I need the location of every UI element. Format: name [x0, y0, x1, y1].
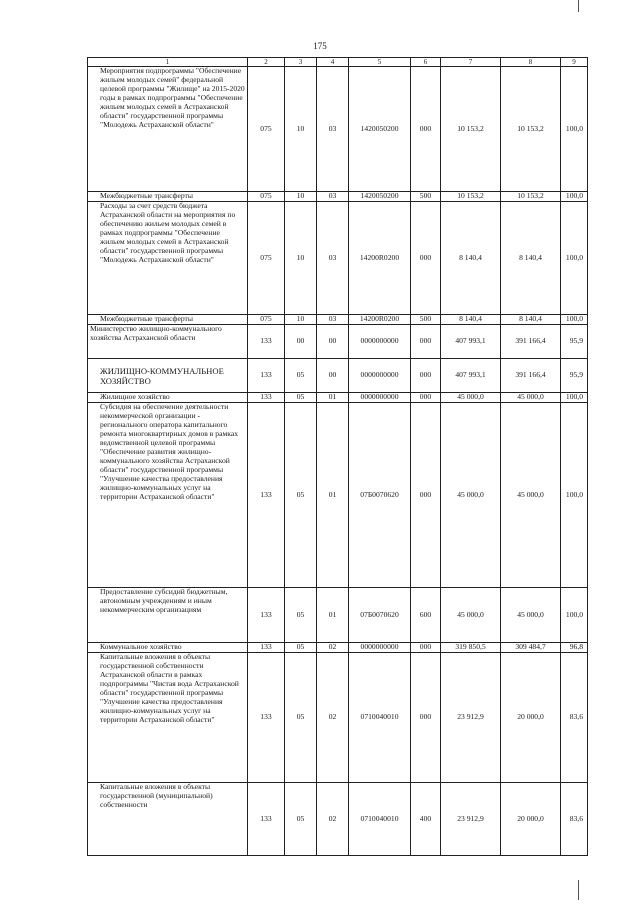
table-row — [88, 653, 588, 783]
column-number: 8 — [501, 58, 561, 67]
table-row — [88, 643, 588, 653]
cell-target-article: 14200R0200 — [349, 202, 411, 315]
cell-percent: 95,9 — [561, 359, 588, 393]
cell-section: 05 — [285, 393, 317, 403]
column-number-row — [88, 58, 588, 67]
row-name: Субсидия на обеспечение деятельности некоммерческой организации - регионального оператора капитального ремонта многоквартирных домов в рамках ведомственной целевой программы "Обеспечение развития жилищно-коммунального хозяйства Астраханской области" государственной программы "Улучшение качества предоставления жилищно-коммунальных услуг на территории Астраханской области" — [88, 403, 248, 588]
scan-edge-line-top — [578, 0, 579, 12]
cell-percent: 100,0 — [561, 202, 588, 315]
cell-section: 05 — [285, 783, 317, 856]
cell-executed: 10 153,2 — [501, 67, 561, 192]
cell-percent: 100,0 — [561, 67, 588, 192]
table-row — [88, 67, 588, 192]
cell-percent: 100,0 — [561, 192, 588, 202]
column-number: 4 — [317, 58, 349, 67]
cell-subsection: 02 — [317, 653, 349, 783]
cell-ministry-code: 075 — [248, 192, 285, 202]
cell-expense-type: 000 — [411, 67, 441, 192]
cell-ministry-code: 133 — [248, 403, 285, 588]
cell-planned: 407 993,1 — [441, 359, 501, 393]
table-row — [88, 783, 588, 856]
row-name: Мероприятия подпрограммы "Обеспечение жильем молодых семей" федеральной целевой программы "Жилище" на 2015-2020 годы в рамках подпрограммы "Обеспечение жильем молодых семей в Астраханской области" государственной программы "Молодежь Астраханской области" — [88, 67, 248, 192]
cell-subsection: 01 — [317, 403, 349, 588]
cell-ministry-code: 133 — [248, 325, 285, 359]
cell-executed: 391 166,4 — [501, 359, 561, 393]
cell-planned: 45 000,0 — [441, 393, 501, 403]
cell-subsection: 01 — [317, 588, 349, 643]
cell-percent: 95,9 — [561, 325, 588, 359]
scan-edge-line-bottom — [578, 880, 579, 900]
cell-ministry-code: 075 — [248, 67, 285, 192]
cell-expense-type: 000 — [411, 643, 441, 653]
cell-subsection: 00 — [317, 359, 349, 393]
cell-section: 10 — [285, 202, 317, 315]
cell-planned: 8 140,4 — [441, 202, 501, 315]
cell-expense-type: 000 — [411, 359, 441, 393]
cell-target-article: 14200R0200 — [349, 315, 411, 325]
cell-expense-type: 000 — [411, 325, 441, 359]
cell-ministry-code: 133 — [248, 359, 285, 393]
cell-percent: 100,0 — [561, 403, 588, 588]
cell-target-article: 1420050200 — [349, 67, 411, 192]
cell-subsection: 00 — [317, 325, 349, 359]
table-row — [88, 192, 588, 202]
table-row — [88, 393, 588, 403]
cell-expense-type: 000 — [411, 653, 441, 783]
cell-executed: 391 166,4 — [501, 325, 561, 359]
cell-percent: 83,6 — [561, 653, 588, 783]
cell-subsection: 03 — [317, 202, 349, 315]
cell-executed: 8 140,4 — [501, 315, 561, 325]
column-number: 9 — [561, 58, 588, 67]
table-row — [88, 315, 588, 325]
cell-ministry-code: 133 — [248, 653, 285, 783]
cell-subsection: 02 — [317, 783, 349, 856]
row-name: Министерство жилищно-коммунального хозяйства Астраханской области — [88, 325, 248, 359]
cell-ministry-code: 075 — [248, 202, 285, 315]
cell-percent: 100,0 — [561, 393, 588, 403]
cell-subsection: 03 — [317, 192, 349, 202]
column-number: 7 — [441, 58, 501, 67]
cell-expense-type: 000 — [411, 202, 441, 315]
cell-planned: 10 153,2 — [441, 67, 501, 192]
cell-ministry-code: 133 — [248, 588, 285, 643]
cell-target-article: 07Б0070620 — [349, 588, 411, 643]
cell-subsection: 02 — [317, 643, 349, 653]
row-name: Расходы за счет средств бюджета Астраханской области на мероприятия по обеспечению жильем молодых семей в рамках подпрограммы "Обеспечение жильем молодых семей в Астраханской области" государственной программы "Молодежь Астраханской области" — [88, 202, 248, 315]
cell-percent: 83,6 — [561, 783, 588, 856]
cell-executed: 45 000,0 — [501, 403, 561, 588]
cell-ministry-code: 133 — [248, 783, 285, 856]
cell-percent: 100,0 — [561, 315, 588, 325]
row-name: Межбюджетные трансферты — [88, 315, 248, 325]
table-row — [88, 403, 588, 588]
cell-percent: 96,8 — [561, 643, 588, 653]
column-number: 3 — [285, 58, 317, 67]
cell-target-article: 0000000000 — [349, 643, 411, 653]
row-name: Коммунальное хозяйство — [88, 643, 248, 653]
cell-section: 05 — [285, 588, 317, 643]
cell-executed: 45 000,0 — [501, 588, 561, 643]
cell-executed: 10 153,2 — [501, 192, 561, 202]
cell-target-article: 0000000000 — [349, 359, 411, 393]
cell-ministry-code: 133 — [248, 643, 285, 653]
cell-section: 05 — [285, 403, 317, 588]
cell-ministry-code: 075 — [248, 315, 285, 325]
column-number: 6 — [411, 58, 441, 67]
page-number: 175 — [313, 41, 327, 51]
column-number: 1 — [88, 58, 248, 67]
cell-subsection: 03 — [317, 67, 349, 192]
cell-planned: 23 912,9 — [441, 783, 501, 856]
cell-expense-type: 000 — [411, 403, 441, 588]
cell-section: 10 — [285, 315, 317, 325]
cell-planned: 10 153,2 — [441, 192, 501, 202]
cell-ministry-code: 133 — [248, 393, 285, 403]
cell-expense-type: 500 — [411, 315, 441, 325]
cell-expense-type: 400 — [411, 783, 441, 856]
column-number: 5 — [349, 58, 411, 67]
cell-target-article: 0710040010 — [349, 653, 411, 783]
table-row — [88, 202, 588, 315]
row-name: ЖИЛИЩНО-КОММУНАЛЬНОЕ ХОЗЯЙСТВО — [88, 359, 248, 393]
cell-target-article: 0000000000 — [349, 393, 411, 403]
cell-executed: 8 140,4 — [501, 202, 561, 315]
cell-planned: 23 912,9 — [441, 653, 501, 783]
cell-target-article: 0710040010 — [349, 783, 411, 856]
cell-planned: 8 140,4 — [441, 315, 501, 325]
cell-subsection: 01 — [317, 393, 349, 403]
cell-planned: 319 850,5 — [441, 643, 501, 653]
cell-subsection: 03 — [317, 315, 349, 325]
cell-executed: 20 000,0 — [501, 783, 561, 856]
cell-expense-type: 000 — [411, 393, 441, 403]
row-name: Межбюджетные трансферты — [88, 192, 248, 202]
cell-expense-type: 600 — [411, 588, 441, 643]
cell-target-article: 0000000000 — [349, 325, 411, 359]
cell-executed: 45 000,0 — [501, 393, 561, 403]
cell-executed: 20 000,0 — [501, 653, 561, 783]
row-name: Капитальные вложения в объекты государственной (муниципальной) собственности — [88, 783, 248, 856]
cell-section: 00 — [285, 325, 317, 359]
column-number: 2 — [248, 58, 285, 67]
cell-target-article: 1420050200 — [349, 192, 411, 202]
table-row — [88, 359, 588, 393]
cell-section: 10 — [285, 67, 317, 192]
cell-executed: 309 484,7 — [501, 643, 561, 653]
row-name: Жилищное хозяйство — [88, 393, 248, 403]
cell-section: 05 — [285, 653, 317, 783]
cell-target-article: 07Б0070620 — [349, 403, 411, 588]
cell-planned: 407 993,1 — [441, 325, 501, 359]
cell-planned: 45 000,0 — [441, 588, 501, 643]
cell-planned: 45 000,0 — [441, 403, 501, 588]
cell-percent: 100,0 — [561, 588, 588, 643]
table-row — [88, 588, 588, 643]
cell-section: 05 — [285, 643, 317, 653]
table-row — [88, 325, 588, 359]
cell-expense-type: 500 — [411, 192, 441, 202]
cell-section: 10 — [285, 192, 317, 202]
row-name: Капитальные вложения в объекты государственной собственности Астраханской области в рамках подпрограммы "Чистая вода Астраханской области" государственной программы "Улучшение качества предоставления жилищно-коммунальных услуг на территории Астраханской области" — [88, 653, 248, 783]
cell-section: 05 — [285, 359, 317, 393]
row-name: Предоставление субсидий бюджетным, автономным учреждениям и иным некоммерческим организациям — [88, 588, 248, 643]
budget-table — [87, 57, 588, 856]
